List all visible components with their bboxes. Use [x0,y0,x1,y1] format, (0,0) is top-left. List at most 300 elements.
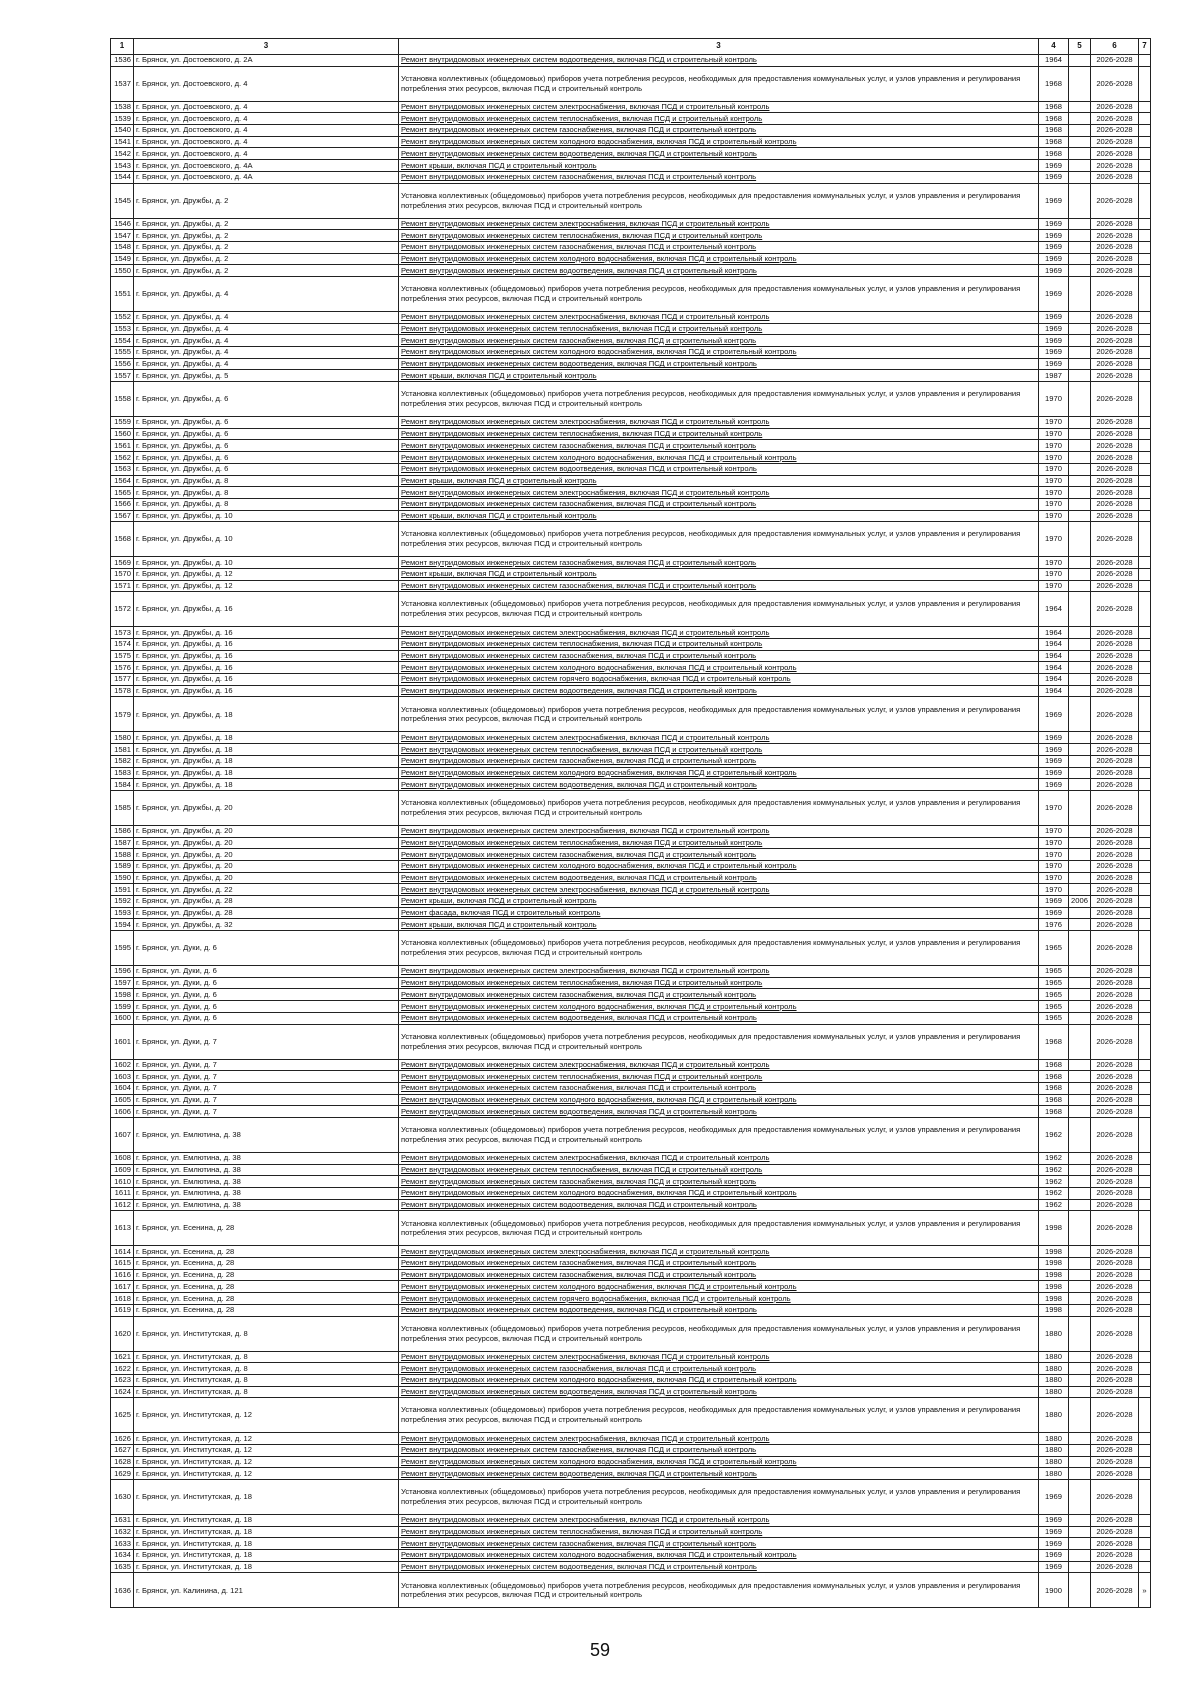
col5-cell [1069,1515,1091,1527]
row-number: 1615 [111,1258,134,1270]
col5-cell [1069,113,1091,125]
row-number: 1608 [111,1152,134,1164]
row-number: 1545 [111,183,134,218]
row-number: 1614 [111,1246,134,1258]
table-row [111,452,1151,464]
row-number: 1600 [111,1012,134,1024]
period-cell: 2026-2028 [1091,1316,1139,1351]
col5-cell [1069,1024,1091,1059]
year-built-cell: 1965 [1039,1001,1069,1013]
year-built-cell: 1968 [1039,66,1069,101]
work-description-cell: Ремонт внутридомовых инженерных систем электроснабжения, включая ПСД и строительный контроль [399,825,1039,837]
period-cell: 2026-2028 [1091,837,1139,849]
col5-cell [1069,1176,1091,1188]
address-cell: г. Брянск, ул. Дружбы, д. 16 [134,650,399,662]
table-row [111,1573,1151,1608]
work-description-cell: Ремонт внутридомовых инженерных систем холодного водоснабжения, включая ПСД и строительный контроль [399,1094,1039,1106]
work-description-cell: Ремонт внутридомовых инженерных систем электроснабжения, включая ПСД и строительный контроль [399,966,1039,978]
work-description-cell: Ремонт внутридомовых инженерных систем электроснабжения, включая ПСД и строительный контроль [399,884,1039,896]
year-built-cell: 1880 [1039,1386,1069,1398]
table-row [111,1211,1151,1246]
row-number: 1581 [111,744,134,756]
row-number: 1595 [111,931,134,966]
year-built-cell: 1962 [1039,1152,1069,1164]
work-description-cell: Ремонт внутридомовых инженерных систем газоснабжения, включая ПСД и строительный контроль [399,1538,1039,1550]
year-built-cell: 1969 [1039,744,1069,756]
year-built-cell: 1969 [1039,1526,1069,1538]
address-cell: г. Брянск, ул. Достоевского, д. 4 [134,113,399,125]
table-row [111,1550,1151,1562]
work-description-cell: Ремонт внутридомовых инженерных систем холодного водоснабжения, включая ПСД и строительный контроль [399,1281,1039,1293]
period-cell: 2026-2028 [1091,311,1139,323]
col7-cell [1139,160,1151,172]
table-row [111,160,1151,172]
col5-cell [1069,849,1091,861]
work-description-cell: Ремонт внутридомовых инженерных систем холодного водоснабжения, включая ПСД и строительный контроль [399,860,1039,872]
period-cell: 2026-2028 [1091,767,1139,779]
col7-cell [1139,1316,1151,1351]
row-number: 1632 [111,1526,134,1538]
work-description-cell: Установка коллективных (общедомовых) приборов учета потребления ресурсов, необходимых для предоставления коммунальных услуг, и узлов управления и регулирования потребления этих ресурсов, включая ПСД и строительный контроль [399,697,1039,732]
period-cell: 2026-2028 [1091,218,1139,230]
year-built-cell: 1970 [1039,884,1069,896]
col7-cell [1139,1269,1151,1281]
period-cell: 2026-2028 [1091,977,1139,989]
col5-cell [1069,1012,1091,1024]
address-cell: г. Брянск, ул. Дуки, д. 7 [134,1059,399,1071]
year-built-cell: 1880 [1039,1433,1069,1445]
work-description-cell: Установка коллективных (общедомовых) приборов учета потребления ресурсов, необходимых для предоставления коммунальных услуг, и узлов управления и регулирования потребления этих ресурсов, включая ПСД и строительный контроль [399,183,1039,218]
col7-cell [1139,171,1151,183]
table-row [111,1526,1151,1538]
col7-cell [1139,1304,1151,1316]
row-number: 1574 [111,639,134,651]
table-row [111,171,1151,183]
table-row [111,1374,1151,1386]
table-row [111,744,1151,756]
col5-cell [1069,1094,1091,1106]
year-built-cell: 1970 [1039,487,1069,499]
period-cell: 2026-2028 [1091,101,1139,113]
period-cell: 2026-2028 [1091,568,1139,580]
page-number: 59 [589,1640,611,1660]
col7-cell [1139,113,1151,125]
table-row [111,101,1151,113]
header-row [111,39,1151,55]
row-number: 1553 [111,323,134,335]
col7-cell [1139,557,1151,569]
col5-cell [1069,510,1091,522]
period-cell: 2026-2028 [1091,1188,1139,1200]
row-number: 1561 [111,440,134,452]
year-built-cell: 1900 [1039,1573,1069,1608]
row-number: 1567 [111,510,134,522]
period-cell: 2026-2028 [1091,860,1139,872]
row-number: 1591 [111,884,134,896]
row-number: 1554 [111,335,134,347]
year-built-cell: 1965 [1039,966,1069,978]
work-description-cell: Ремонт внутридомовых инженерных систем холодного водоснабжения, включая ПСД и строительный контроль [399,1374,1039,1386]
col7-cell [1139,498,1151,510]
row-number: 1596 [111,966,134,978]
year-built-cell: 1969 [1039,1480,1069,1515]
year-built-cell: 1964 [1039,674,1069,686]
table-row [111,1538,1151,1550]
row-number: 1565 [111,487,134,499]
work-description-cell: Ремонт внутридомовых инженерных систем теплоснабжения, включая ПСД и строительный контроль [399,1526,1039,1538]
table-row [111,1071,1151,1083]
year-built-cell: 1998 [1039,1258,1069,1270]
col5-cell [1069,568,1091,580]
year-built-cell: 1998 [1039,1211,1069,1246]
row-number: 1580 [111,732,134,744]
period-cell: 2026-2028 [1091,966,1139,978]
work-description-cell: Ремонт внутридомовых инженерных систем горячего водоснабжения, включая ПСД и строительный контроль [399,674,1039,686]
work-description-cell: Ремонт внутридомовых инженерных систем газоснабжения, включая ПСД и строительный контроль [399,125,1039,137]
col5-cell [1069,1573,1091,1608]
year-built-cell: 1969 [1039,276,1069,311]
address-cell: г. Брянск, ул. Дружбы, д. 2 [134,265,399,277]
row-number: 1605 [111,1094,134,1106]
year-built-cell: 1968 [1039,113,1069,125]
year-built-cell: 1964 [1039,627,1069,639]
row-number: 1578 [111,685,134,697]
table-row [111,487,1151,499]
period-cell: 2026-2028 [1091,1164,1139,1176]
row-number: 1536 [111,55,134,67]
table-row [111,639,1151,651]
year-built-cell: 1969 [1039,218,1069,230]
year-built-cell: 1962 [1039,1164,1069,1176]
table-row [111,650,1151,662]
period-cell: 2026-2028 [1091,989,1139,1001]
period-cell: 2026-2028 [1091,1433,1139,1445]
work-description-cell: Ремонт внутридомовых инженерных систем холодного водоснабжения, включая ПСД и строительный контроль [399,1001,1039,1013]
row-number: 1599 [111,1001,134,1013]
address-cell: г. Брянск, ул. Дуки, д. 7 [134,1106,399,1118]
row-number: 1558 [111,382,134,417]
table-body [111,55,1151,1608]
col7-cell [1139,1526,1151,1538]
row-number: 1630 [111,1480,134,1515]
work-description-cell: Ремонт внутридомовых инженерных систем газоснабжения, включая ПСД и строительный контроль [399,557,1039,569]
period-cell: 2026-2028 [1091,335,1139,347]
col7-cell [1139,1351,1151,1363]
address-cell: г. Брянск, ул. Дружбы, д. 28 [134,896,399,908]
col7-cell [1139,1012,1151,1024]
col5-cell [1069,1071,1091,1083]
work-description-cell: Ремонт крыши, включая ПСД и строительный контроль [399,568,1039,580]
table-row [111,463,1151,475]
period-cell: 2026-2028 [1091,440,1139,452]
year-built-cell: 1880 [1039,1363,1069,1375]
row-number: 1618 [111,1293,134,1305]
address-cell: г. Брянск, ул. Институтская, д. 12 [134,1468,399,1480]
address-cell: г. Брянск, ул. Дружбы, д. 18 [134,732,399,744]
address-cell: г. Брянск, ул. Есенина, д. 28 [134,1281,399,1293]
address-cell: г. Брянск, ул. Дружбы, д. 6 [134,463,399,475]
year-built-cell: 1880 [1039,1351,1069,1363]
year-built-cell: 1880 [1039,1374,1069,1386]
address-cell: г. Брянск, ул. Дружбы, д. 8 [134,475,399,487]
address-cell: г. Брянск, ул. Дуки, д. 7 [134,1082,399,1094]
table-row [111,1433,1151,1445]
col5-cell [1069,1456,1091,1468]
year-built-cell: 1970 [1039,498,1069,510]
row-number: 1590 [111,872,134,884]
col5-cell [1069,136,1091,148]
period-cell: 2026-2028 [1091,1538,1139,1550]
work-description-cell: Ремонт крыши, включая ПСД и строительный контроль [399,370,1039,382]
col5-cell [1069,253,1091,265]
year-built-cell: 1969 [1039,183,1069,218]
row-number: 1603 [111,1071,134,1083]
work-description-cell: Ремонт внутридомовых инженерных систем водоотведения, включая ПСД и строительный контроль [399,358,1039,370]
col7-cell [1139,417,1151,429]
address-cell: г. Брянск, ул. Институтская, д. 18 [134,1526,399,1538]
table-row [111,674,1151,686]
col5-cell [1069,884,1091,896]
work-description-cell: Ремонт внутридомовых инженерных систем газоснабжения, включая ПСД и строительный контроль [399,1176,1039,1188]
col7-cell [1139,1024,1151,1059]
col5-cell [1069,1246,1091,1258]
address-cell: г. Брянск, ул. Есенина, д. 28 [134,1269,399,1281]
address-cell: г. Брянск, ул. Достоевского, д. 4 [134,148,399,160]
address-cell: г. Брянск, ул. Есенина, д. 28 [134,1293,399,1305]
work-description-cell: Ремонт внутридомовых инженерных систем холодного водоснабжения, включая ПСД и строительный контроль [399,1188,1039,1200]
year-built-cell: 1965 [1039,989,1069,1001]
year-built-cell: 1970 [1039,849,1069,861]
row-number: 1562 [111,452,134,464]
col5-cell [1069,487,1091,499]
table-row [111,1456,1151,1468]
col7-cell [1139,627,1151,639]
table-row [111,767,1151,779]
work-description-cell: Установка коллективных (общедомовых) приборов учета потребления ресурсов, необходимых для предоставления коммунальных услуг, и узлов управления и регулирования потребления этих ресурсов, включая ПСД и строительный контроль [399,1316,1039,1351]
table-row [111,230,1151,242]
year-built-cell: 1964 [1039,592,1069,627]
table-row [111,989,1151,1001]
col7-cell [1139,896,1151,908]
address-cell: г. Брянск, ул. Калинина, д. 121 [134,1573,399,1608]
row-number: 1539 [111,113,134,125]
year-built-cell: 1998 [1039,1269,1069,1281]
year-built-cell: 1970 [1039,417,1069,429]
table-row [111,1480,1151,1515]
period-cell: 2026-2028 [1091,171,1139,183]
period-cell: 2026-2028 [1091,755,1139,767]
work-description-cell: Ремонт внутридомовых инженерных систем водоотведения, включая ПСД и строительный контроль [399,1468,1039,1480]
col5-cell [1069,685,1091,697]
address-cell: г. Брянск, ул. Емлютина, д. 38 [134,1117,399,1152]
col7-cell [1139,755,1151,767]
period-cell: 2026-2028 [1091,896,1139,908]
year-built-cell: 1965 [1039,931,1069,966]
work-description-cell: Ремонт внутридомовых инженерных систем газоснабжения, включая ПСД и строительный контроль [399,498,1039,510]
year-built-cell: 1968 [1039,1071,1069,1083]
col7-cell [1139,1398,1151,1433]
row-number: 1633 [111,1538,134,1550]
col5-cell [1069,837,1091,849]
period-cell: 2026-2028 [1091,1573,1139,1608]
year-built-cell: 1969 [1039,1550,1069,1562]
period-cell: 2026-2028 [1091,1001,1139,1013]
work-description-cell: Ремонт внутридомовых инженерных систем холодного водоснабжения, включая ПСД и строительный контроль [399,1456,1039,1468]
table-row [111,253,1151,265]
period-cell: 2026-2028 [1091,487,1139,499]
row-number: 1601 [111,1024,134,1059]
table-row [111,568,1151,580]
row-number: 1617 [111,1281,134,1293]
address-cell: г. Брянск, ул. Дуки, д. 6 [134,1012,399,1024]
work-description-cell: Ремонт внутридомовых инженерных систем электроснабжения, включая ПСД и строительный контроль [399,1351,1039,1363]
period-cell: 2026-2028 [1091,1211,1139,1246]
col5-cell [1069,966,1091,978]
col7-cell [1139,884,1151,896]
table-row [111,335,1151,347]
col5-cell [1069,755,1091,767]
table-row [111,592,1151,627]
address-cell: г. Брянск, ул. Достоевского, д. 4 [134,136,399,148]
work-description-cell: Ремонт внутридомовых инженерных систем водоотведения, включая ПСД и строительный контроль [399,1012,1039,1024]
table-row [111,627,1151,639]
period-cell: 2026-2028 [1091,1106,1139,1118]
period-cell: 2026-2028 [1091,1304,1139,1316]
address-cell: г. Брянск, ул. Есенина, д. 28 [134,1211,399,1246]
work-description-cell: Ремонт внутридомовых инженерных систем электроснабжения, включая ПСД и строительный контроль [399,1059,1039,1071]
work-description-cell: Ремонт внутридомовых инженерных систем теплоснабжения, включая ПСД и строительный контроль [399,1071,1039,1083]
col5-cell [1069,452,1091,464]
year-built-cell: 1970 [1039,463,1069,475]
col5-cell [1069,1386,1091,1398]
col5-cell [1069,592,1091,627]
address-cell: г. Брянск, ул. Институтская, д. 12 [134,1398,399,1433]
col5-cell [1069,1164,1091,1176]
table-row [111,265,1151,277]
table-row [111,662,1151,674]
col7-cell [1139,732,1151,744]
address-cell: г. Брянск, ул. Институтская, д. 18 [134,1515,399,1527]
address-cell: г. Брянск, ул. Дружбы, д. 10 [134,510,399,522]
row-number: 1598 [111,989,134,1001]
col5-cell [1069,1001,1091,1013]
col7-cell [1139,1550,1151,1562]
address-cell: г. Брянск, ул. Дружбы, д. 6 [134,452,399,464]
row-number: 1548 [111,241,134,253]
work-description-cell: Ремонт внутридомовых инженерных систем теплоснабжения, включая ПСД и строительный контроль [399,977,1039,989]
row-number: 1607 [111,1117,134,1152]
table-row [111,1363,1151,1375]
col5-cell [1069,382,1091,417]
address-cell: г. Брянск, ул. Дружбы, д. 10 [134,557,399,569]
address-cell: г. Брянск, ул. Дружбы, д. 20 [134,849,399,861]
table-row [111,311,1151,323]
row-number: 1555 [111,347,134,359]
row-number: 1571 [111,580,134,592]
year-built-cell: 1969 [1039,779,1069,791]
period-cell: 2026-2028 [1091,919,1139,931]
col7-cell [1139,66,1151,101]
table-row [111,66,1151,101]
table-row [111,1024,1151,1059]
row-number: 1631 [111,1515,134,1527]
address-cell: г. Брянск, ул. Есенина, д. 28 [134,1246,399,1258]
address-cell: г. Брянск, ул. Дружбы, д. 32 [134,919,399,931]
period-cell: 2026-2028 [1091,650,1139,662]
work-description-cell: Ремонт внутридомовых инженерных систем электроснабжения, включая ПСД и строительный контроль [399,1433,1039,1445]
table-row [111,1164,1151,1176]
address-cell: г. Брянск, ул. Дружбы, д. 18 [134,755,399,767]
work-description-cell: Ремонт внутридомовых инженерных систем холодного водоснабжения, включая ПСД и строительный контроль [399,1550,1039,1562]
table-row [111,382,1151,417]
year-built-cell: 1970 [1039,790,1069,825]
table-row [111,136,1151,148]
period-cell: 2026-2028 [1091,498,1139,510]
col5-cell [1069,417,1091,429]
row-number: 1616 [111,1269,134,1281]
period-cell: 2026-2028 [1091,241,1139,253]
row-number: 1557 [111,370,134,382]
work-description-cell: Ремонт внутридомовых инженерных систем водоотведения, включая ПСД и строительный контроль [399,463,1039,475]
col5-cell [1069,1269,1091,1281]
col7-cell [1139,101,1151,113]
col5-cell [1069,860,1091,872]
address-cell: г. Брянск, ул. Дуки, д. 6 [134,989,399,1001]
work-description-cell: Ремонт внутридомовых инженерных систем газоснабжения, включая ПСД и строительный контроль [399,650,1039,662]
address-cell: г. Брянск, ул. Дружбы, д. 18 [134,697,399,732]
work-description-cell: Ремонт внутридомовых инженерных систем электроснабжения, включая ПСД и строительный контроль [399,627,1039,639]
period-cell: 2026-2028 [1091,113,1139,125]
period-cell: 2026-2028 [1091,475,1139,487]
table-row [111,1351,1151,1363]
work-description-cell: Ремонт внутридомовых инженерных систем газоснабжения, включая ПСД и строительный контроль [399,755,1039,767]
year-built-cell: 1970 [1039,452,1069,464]
work-description-cell: Ремонт внутридомовых инженерных систем водоотведения, включая ПСД и строительный контроль [399,1386,1039,1398]
table-row [111,498,1151,510]
period-cell: 2026-2028 [1091,148,1139,160]
year-built-cell: 1970 [1039,837,1069,849]
period-cell: 2026-2028 [1091,580,1139,592]
year-built-cell: 1968 [1039,136,1069,148]
table-row [111,896,1151,908]
work-description-cell: Ремонт крыши, включая ПСД и строительный контроль [399,475,1039,487]
period-cell: 2026-2028 [1091,1199,1139,1211]
col7-cell [1139,1433,1151,1445]
col7-cell [1139,662,1151,674]
table-row [111,1281,1151,1293]
work-description-cell: Ремонт крыши, включая ПСД и строительный контроль [399,160,1039,172]
year-built-cell: 1970 [1039,522,1069,557]
period-cell: 2026-2028 [1091,639,1139,651]
work-description-cell: Ремонт внутридомовых инженерных систем электроснабжения, включая ПСД и строительный контроль [399,218,1039,230]
col7-cell [1139,1561,1151,1573]
col5-cell [1069,1351,1091,1363]
period-cell: 2026-2028 [1091,1515,1139,1527]
address-cell: г. Брянск, ул. Дружбы, д. 4 [134,323,399,335]
row-number: 1547 [111,230,134,242]
col5-cell [1069,475,1091,487]
address-cell: г. Брянск, ул. Емлютина, д. 38 [134,1188,399,1200]
row-number: 1570 [111,568,134,580]
col7-cell [1139,1211,1151,1246]
row-number: 1620 [111,1316,134,1351]
table-row [111,55,1151,67]
address-cell: г. Брянск, ул. Дружбы, д. 22 [134,884,399,896]
work-description-cell: Ремонт крыши, включая ПСД и строительный контроль [399,919,1039,931]
address-cell: г. Брянск, ул. Дуки, д. 7 [134,1071,399,1083]
table-row [111,697,1151,732]
address-cell: г. Брянск, ул. Достоевского, д. 4А [134,171,399,183]
